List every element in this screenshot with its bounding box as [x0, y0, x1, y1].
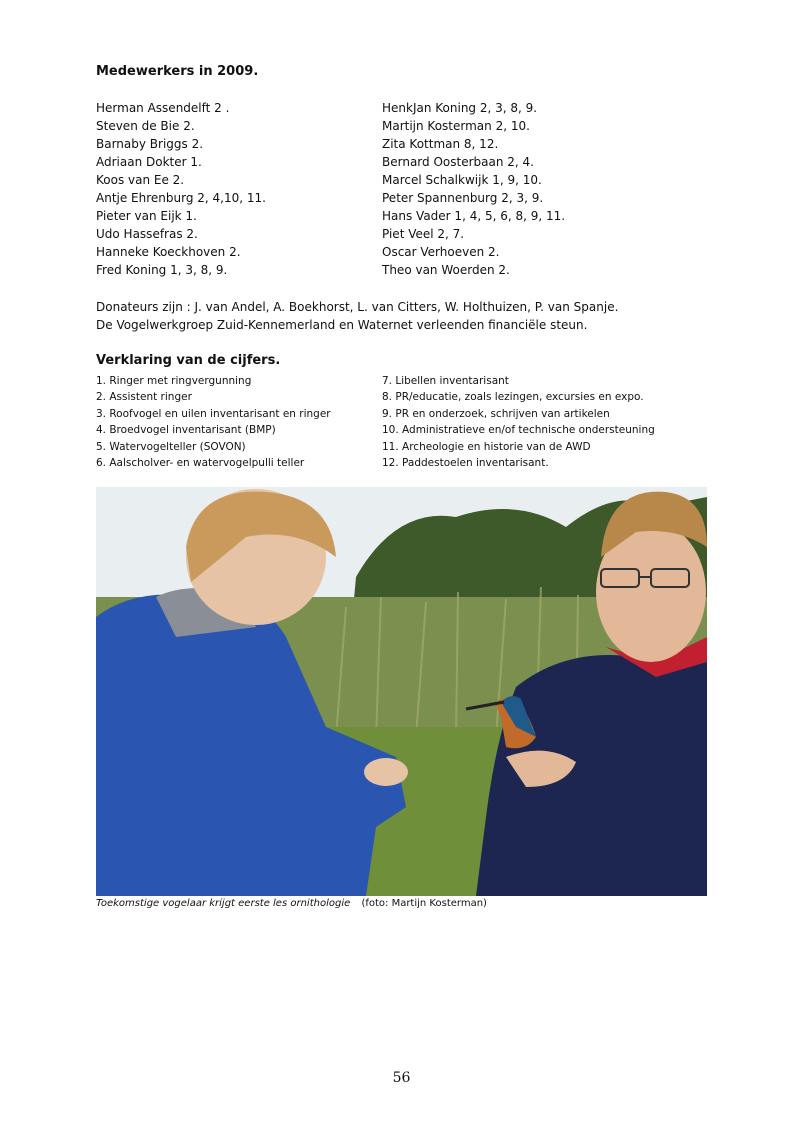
legend-entry: 5. Watervogelteller (SOVON): [96, 440, 246, 453]
member-entry: Fred Koning 1, 3, 8, 9.: [96, 263, 228, 277]
member-entry: Oscar Verhoeven 2.: [382, 245, 500, 259]
legend-entry: 2. Assistent ringer: [96, 391, 192, 404]
legend-entry: 11. Archeologie en historie van de AWD: [382, 440, 591, 453]
legend-entry: 10. Administratieve en/of technische ondersteuning: [382, 424, 655, 437]
legend-column-left: [96, 373, 382, 471]
member-entry: HenkJan Koning 2, 3, 8, 9.: [382, 101, 538, 115]
kingfisher-photo: [96, 487, 707, 896]
member-entry: Udo Hassefras 2.: [96, 227, 198, 241]
page-number: 56: [392, 1070, 411, 1086]
member-entry: Piet Veel 2, 7.: [382, 227, 465, 241]
member-entry: Bernard Oosterbaan 2, 4.: [382, 155, 534, 169]
legend-entry: 3. Roofvogel en uilen inventarisant en ringer: [96, 407, 331, 420]
member-entry: Koos van Ee 2.: [96, 173, 185, 187]
member-entry: Hanneke Koeckhoven 2.: [96, 245, 241, 259]
member-entry: Steven de Bie 2.: [96, 119, 195, 133]
members-heading: Medewerkers in 2009.: [96, 64, 259, 79]
legend-entry: 4. Broedvogel inventarisant (BMP): [96, 424, 276, 437]
member-entry: Zita Kottman 8, 12.: [382, 137, 499, 151]
member-entry: Theo van Woerden 2.: [382, 263, 510, 277]
photo-illustration: [96, 487, 707, 896]
legend-entry: 12. Paddestoelen inventarisant.: [382, 456, 549, 469]
legend-entry: 9. PR en onderzoek, schrijven van artikelen: [382, 407, 610, 420]
legend-heading: Verklaring van de cijfers.: [96, 353, 281, 368]
member-entry: Pieter van Eijk 1.: [96, 209, 197, 223]
member-entry: Hans Vader 1, 4, 5, 6, 8, 9, 11.: [382, 209, 566, 223]
member-entry: Adriaan Dokter 1.: [96, 155, 202, 169]
member-entry: Herman Assendelft 2 .: [96, 101, 230, 115]
members-list: [96, 99, 716, 279]
member-entry: Marcel Schalkwijk 1, 9, 10.: [382, 173, 542, 187]
members-column-left: [96, 99, 382, 279]
member-entry: Martijn Kosterman 2, 10.: [382, 119, 530, 133]
member-entry: Peter Spannenburg 2, 3, 9.: [382, 191, 544, 205]
photo-credit: (foto: Martijn Kosterman): [361, 898, 487, 909]
member-entry: Antje Ehrenburg 2, 4,10, 11.: [96, 191, 266, 205]
number-legend: [96, 373, 716, 471]
photo-caption: [96, 898, 487, 909]
legend-column-right: [382, 373, 716, 471]
legend-entry: 7. Libellen inventarisant: [382, 375, 509, 387]
child-hands: [364, 758, 408, 786]
support-line: De Vogelwerkgroep Zuid-Kennemerland en Waternet verleenden financiële steun.: [96, 318, 588, 332]
donors-line: Donateurs zijn : J. van Andel, A. Boekhorst, L. van Citters, W. Holthuizen, P. van Spanje.: [96, 300, 619, 314]
members-column-right: [382, 99, 716, 279]
legend-entry: 6. Aalscholver- en watervogelpulli teller: [96, 456, 305, 469]
legend-entry: 8. PR/educatie, zoals lezingen, excursies en expo.: [382, 391, 644, 404]
member-entry: Barnaby Briggs 2.: [96, 137, 204, 151]
caption-text: Toekomstige vogelaar krijgt eerste les ornithologie: [96, 898, 351, 909]
legend-entry: 1. Ringer met ringvergunning: [96, 375, 252, 387]
